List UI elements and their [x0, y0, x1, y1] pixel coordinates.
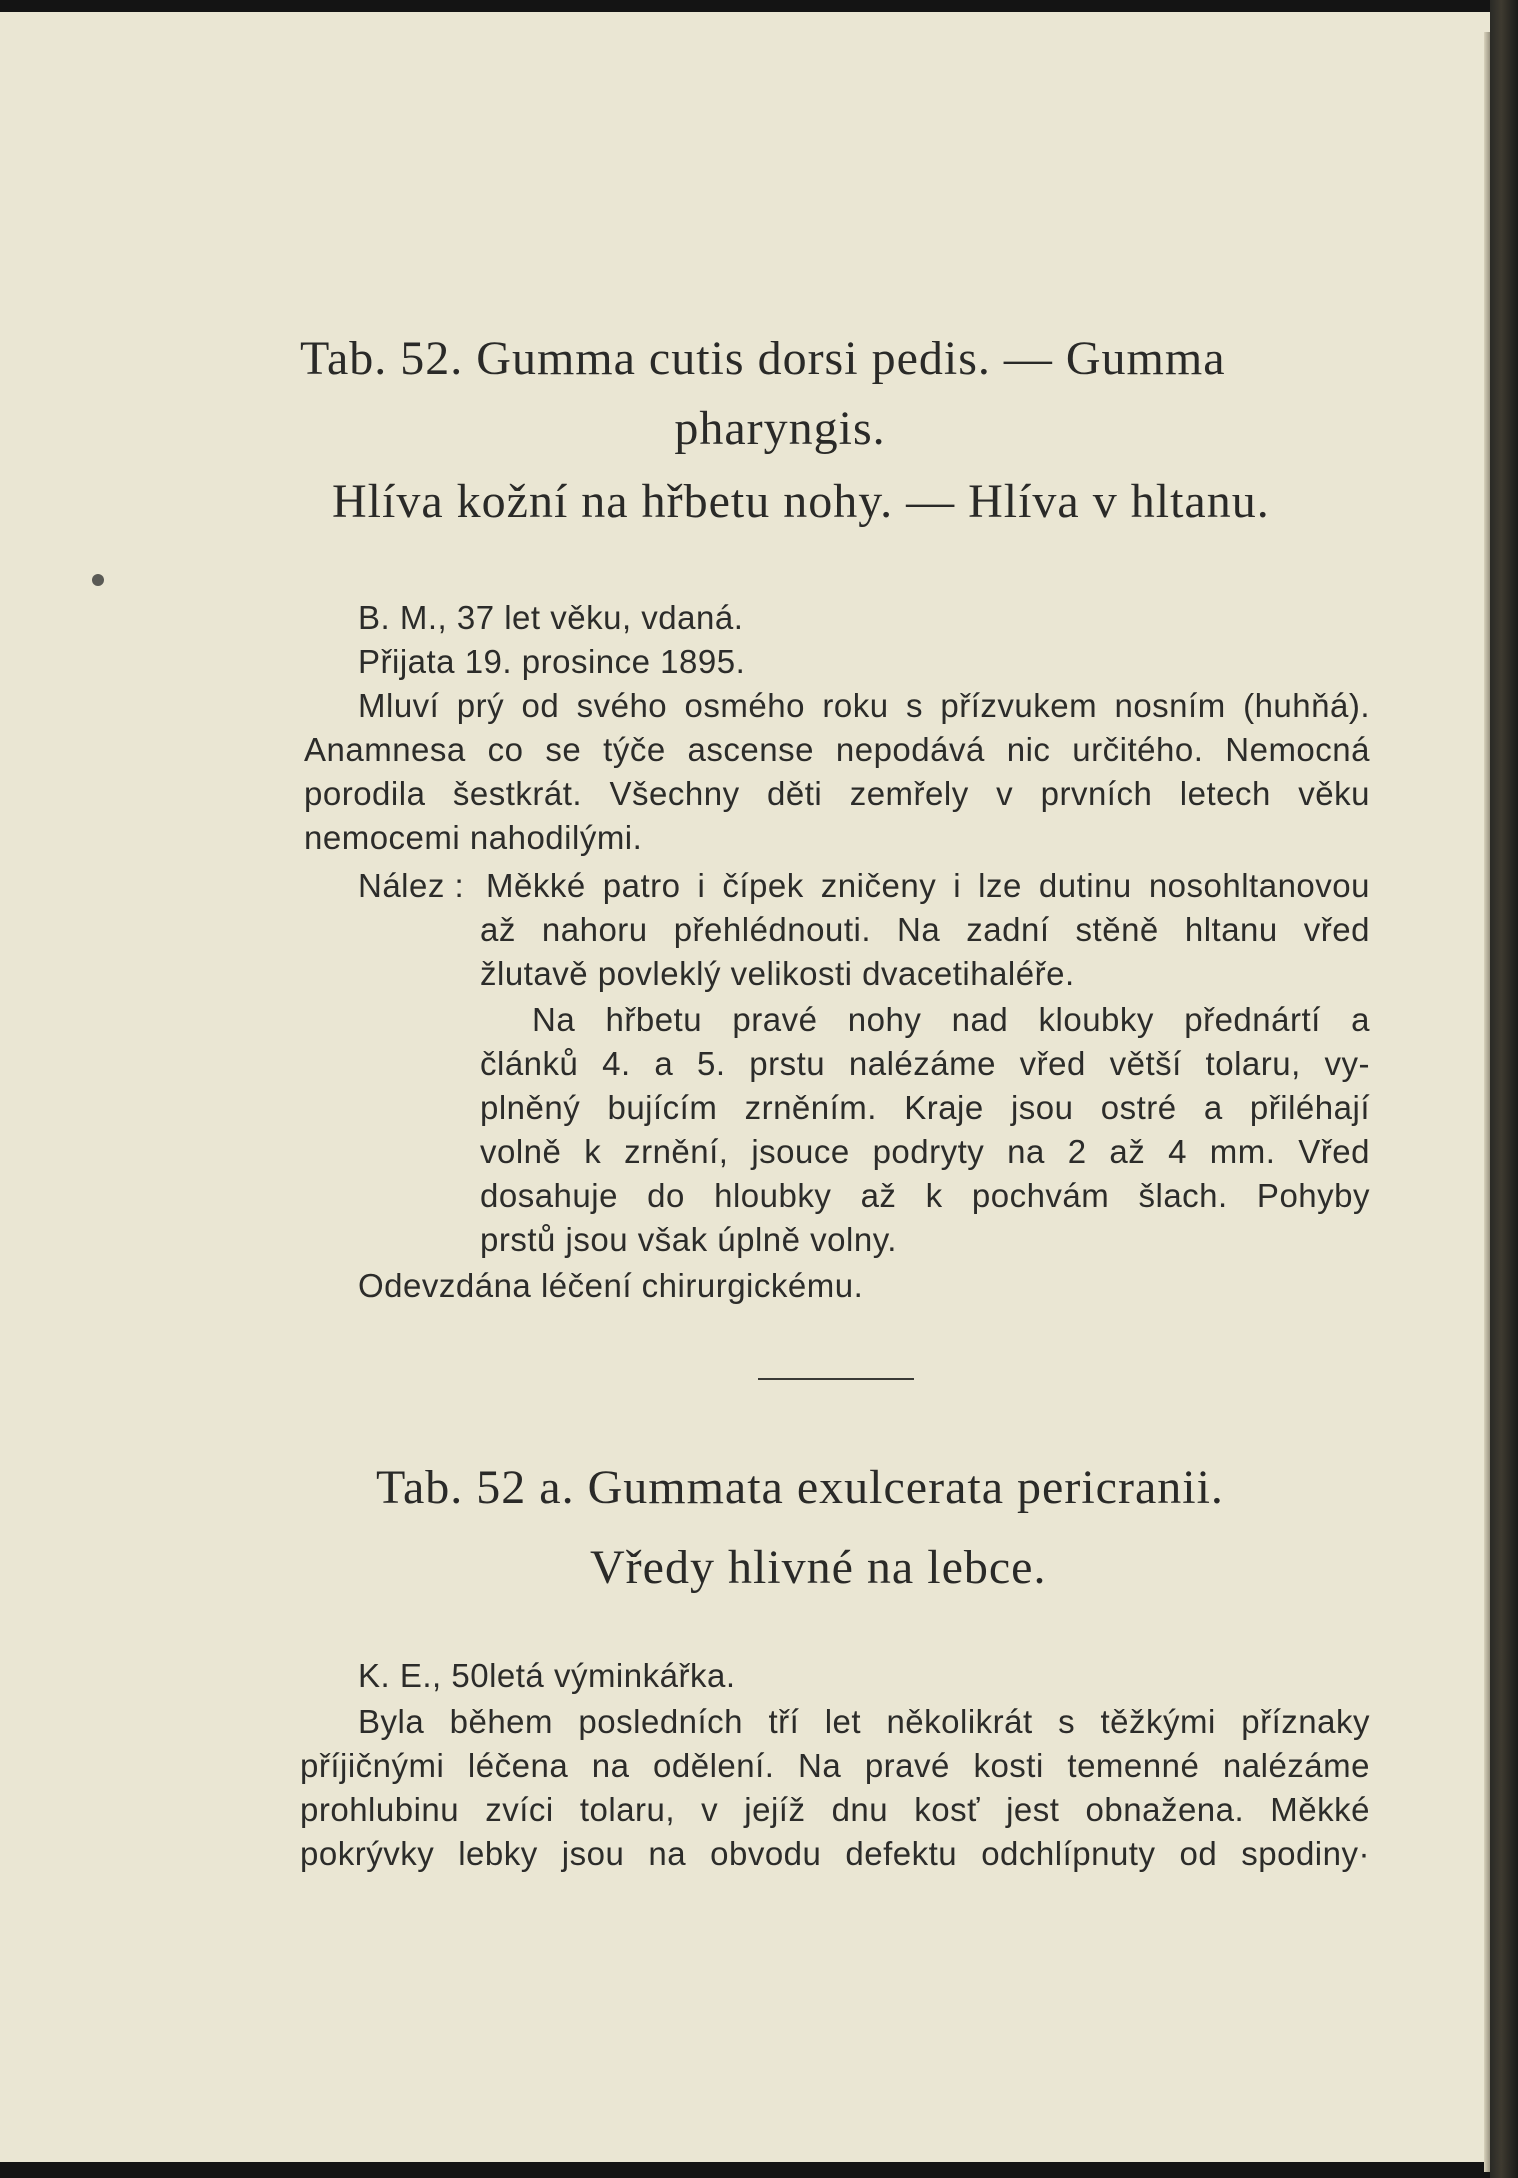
finding2-line: volně k zrnění, jsouce podryty na 2 až 4 mm. Vřed: [480, 1133, 1370, 1170]
section1-subtitle: Hlíva kožní na hřbetu nohy. — Hlíva v hltanu.: [332, 475, 1270, 528]
finding2-line: článků 4. a 5. prstu nalézáme vřed větší tolaru, vy-: [480, 1045, 1370, 1082]
section2-body: [0, 12, 1490, 1912]
section1-title-line2: pharyngis.: [674, 402, 886, 455]
anamnesis-line: Mluví prý od svého osmého roku s přízvukem nosním (huhňá).: [358, 687, 1370, 724]
document-page: [0, 12, 1490, 2162]
finding-line: až nahoru přehlédnouti. Na zadní stěně hltanu vřed: [480, 911, 1370, 948]
finding2-line: prstů jsou však úplně volny.: [480, 1221, 897, 1258]
section2-subtitle: Vředy hlivné na lebce.: [590, 1541, 1047, 1594]
finding2-line: plněný bujícím zrněním. Kraje jsou ostré a přiléhají: [480, 1089, 1370, 1126]
section1-title-line1: Tab. 52. Gumma cutis dorsi pedis. — Gumma: [300, 332, 1226, 385]
finding2-line: Na hřbetu pravé nohy nad kloubky přednártí a: [532, 1001, 1370, 1038]
section2-body-line: příjičnými léčena na odělení. Na pravé kosti temenné nalézáme: [300, 1747, 1370, 1784]
finding-line: žlutavě povleklý velikosti dvacetihaléře.: [480, 955, 1075, 992]
conclusion-line: Odevzdána léčení chirurgickému.: [358, 1267, 864, 1304]
patient-line: K. E., 50letá výminkářka.: [358, 1657, 736, 1694]
section2-body-line: prohlubinu zvíci tolaru, v jejíž dnu kosť jest obnažena. Měkké: [300, 1791, 1370, 1828]
finding-line: Měkké patro i čípek zničeny i lze dutinu nosohltanovou: [486, 867, 1370, 904]
book-spine: [1490, 0, 1518, 2178]
section2-body-line: pokrývky lebky jsou na obvodu defektu odchlípnuty od spodiny·: [300, 1835, 1370, 1872]
section2-title: Tab. 52 a. Gummata exulcerata pericranii.: [376, 1461, 1224, 1514]
anamnesis-line: nemocemi nahodilými.: [304, 819, 643, 856]
anamnesis-line: Anamnesa co se týče ascense nepodává nic určitého. Nemocná: [304, 731, 1370, 768]
finding-label: Nález :: [358, 867, 465, 904]
patient-line: B. M., 37 let věku, vdaná.: [358, 599, 744, 636]
finding2-line: dosahuje do hloubky až k pochvám šlach. Pohyby: [480, 1177, 1370, 1214]
admission-line: Přijata 19. prosince 1895.: [358, 643, 746, 680]
anamnesis-line: porodila šestkrát. Všechny děti zemřely v prvních letech věku: [304, 775, 1370, 812]
section2-body-line: Byla během posledních tří let několikrát s těžkými příznaky: [358, 1703, 1370, 1740]
